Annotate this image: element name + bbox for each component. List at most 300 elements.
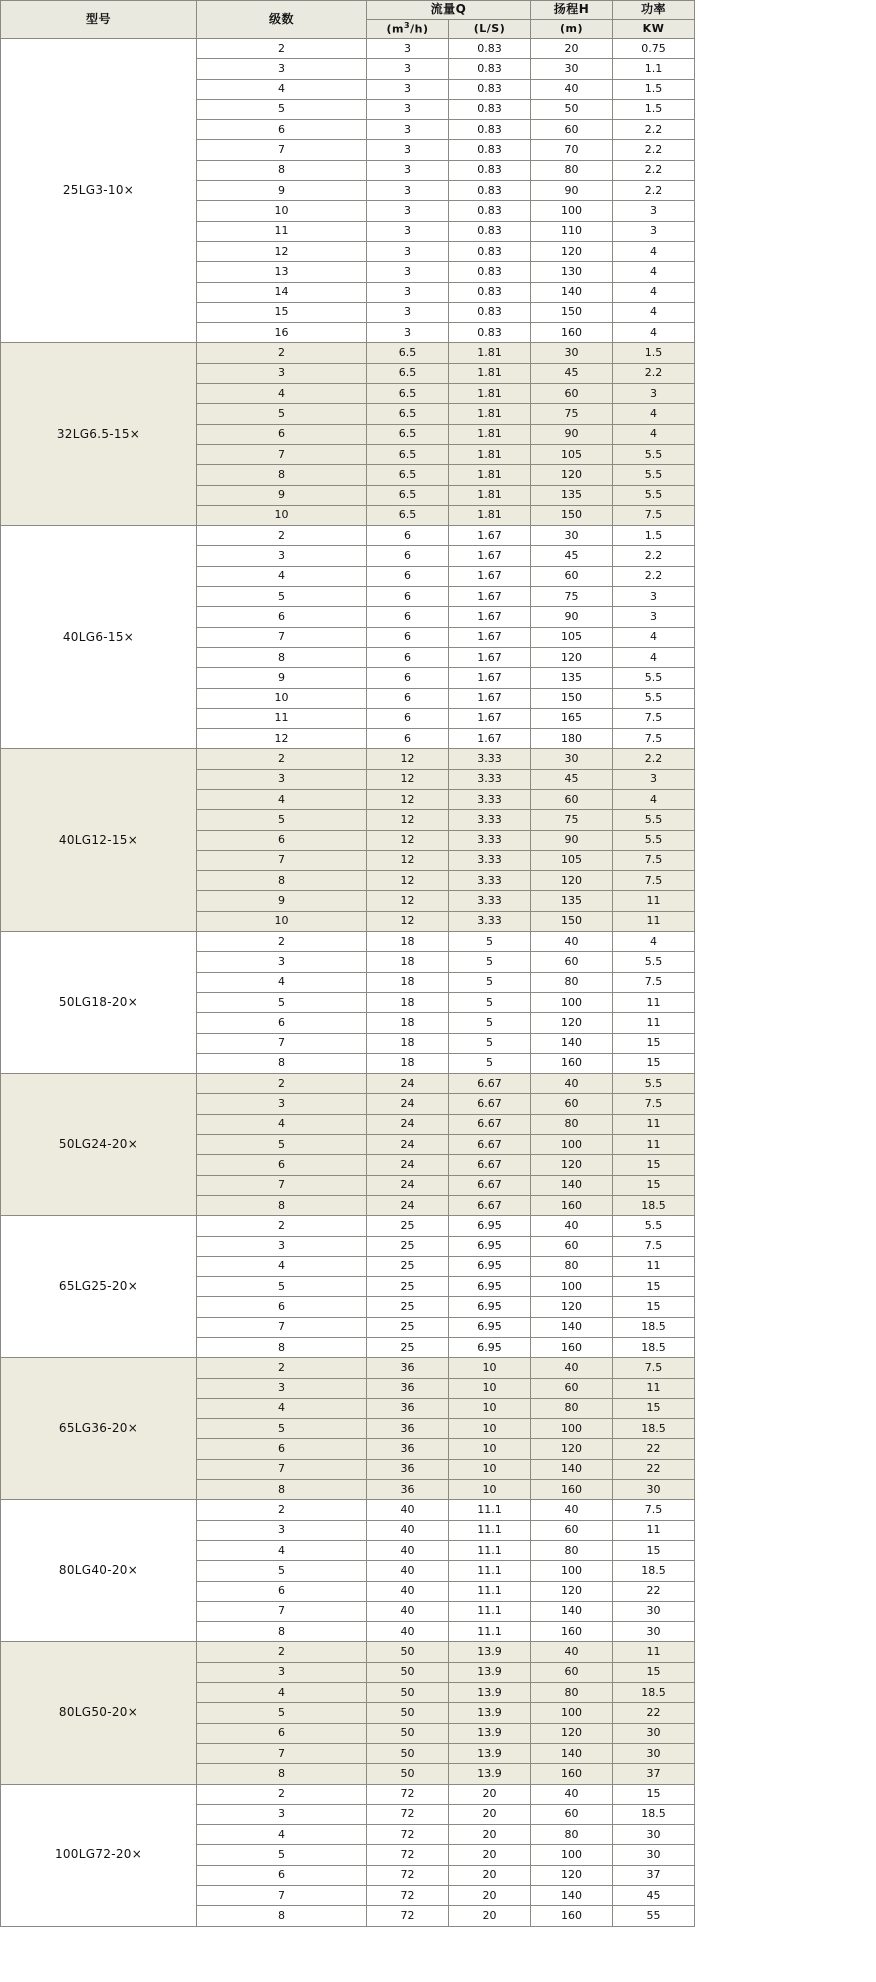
cell-flow-m3h: 72 <box>367 1886 449 1906</box>
cell-flow-ls: 11.1 <box>449 1520 531 1540</box>
cell-stages: 5 <box>197 1561 367 1581</box>
cell-power: 4 <box>613 262 695 282</box>
cell-head: 40 <box>531 1074 613 1094</box>
cell-power: 30 <box>613 1825 695 1845</box>
cell-flow-ls: 6.95 <box>449 1256 531 1276</box>
cell-flow-ls: 5 <box>449 992 531 1012</box>
cell-flow-ls: 11.1 <box>449 1500 531 1520</box>
cell-head: 140 <box>531 1601 613 1621</box>
cell-stages: 6 <box>197 830 367 850</box>
cell-power: 4 <box>613 424 695 444</box>
cell-flow-m3h: 3 <box>367 201 449 221</box>
header-head-unit: (m) <box>531 20 613 39</box>
cell-stages: 4 <box>197 566 367 586</box>
cell-flow-ls: 5 <box>449 932 531 952</box>
cell-flow-ls: 6.95 <box>449 1236 531 1256</box>
cell-power: 11 <box>613 1520 695 1540</box>
header-stages: 级数 <box>197 1 367 39</box>
cell-flow-m3h: 18 <box>367 992 449 1012</box>
cell-stages: 7 <box>197 1743 367 1763</box>
cell-flow-m3h: 50 <box>367 1764 449 1784</box>
cell-flow-ls: 13.9 <box>449 1642 531 1662</box>
cell-power: 11 <box>613 1256 695 1276</box>
cell-head: 60 <box>531 1094 613 1114</box>
cell-flow-m3h: 36 <box>367 1419 449 1439</box>
cell-stages: 4 <box>197 1256 367 1276</box>
cell-stages: 7 <box>197 627 367 647</box>
cell-power: 18.5 <box>613 1419 695 1439</box>
cell-flow-m3h: 24 <box>367 1155 449 1175</box>
cell-power: 7.5 <box>613 1236 695 1256</box>
cell-stages: 13 <box>197 262 367 282</box>
cell-stages: 6 <box>197 1013 367 1033</box>
cell-head: 80 <box>531 1256 613 1276</box>
cell-head: 140 <box>531 1033 613 1053</box>
cell-flow-ls: 10 <box>449 1378 531 1398</box>
cell-head: 150 <box>531 505 613 525</box>
cell-flow-m3h: 50 <box>367 1642 449 1662</box>
cell-power: 45 <box>613 1886 695 1906</box>
cell-flow-ls: 0.83 <box>449 302 531 322</box>
cell-power: 1.5 <box>613 343 695 363</box>
cell-head: 120 <box>531 1723 613 1743</box>
cell-flow-m3h: 25 <box>367 1216 449 1236</box>
cell-flow-ls: 20 <box>449 1886 531 1906</box>
cell-flow-ls: 13.9 <box>449 1743 531 1763</box>
cell-head: 80 <box>531 1114 613 1134</box>
cell-head: 120 <box>531 1297 613 1317</box>
cell-flow-m3h: 6 <box>367 627 449 647</box>
cell-flow-m3h: 72 <box>367 1804 449 1824</box>
cell-flow-m3h: 25 <box>367 1277 449 1297</box>
cell-head: 160 <box>531 1906 613 1926</box>
cell-flow-ls: 10 <box>449 1419 531 1439</box>
cell-stages: 3 <box>197 1662 367 1682</box>
table-row <box>1 39 695 59</box>
cell-head: 80 <box>531 1398 613 1418</box>
cell-flow-m3h: 36 <box>367 1358 449 1378</box>
cell-flow-ls: 6.95 <box>449 1338 531 1358</box>
cell-power: 7.5 <box>613 1500 695 1520</box>
model-cell: 50LG18-20× <box>1 932 197 1074</box>
cell-flow-m3h: 25 <box>367 1317 449 1337</box>
cell-head: 135 <box>531 668 613 688</box>
cell-flow-m3h: 12 <box>367 810 449 830</box>
cell-power: 5.5 <box>613 668 695 688</box>
cell-head: 100 <box>531 1135 613 1155</box>
cell-head: 165 <box>531 708 613 728</box>
cell-power: 1.1 <box>613 59 695 79</box>
cell-power: 3 <box>613 587 695 607</box>
cell-flow-m3h: 36 <box>367 1439 449 1459</box>
cell-flow-ls: 13.9 <box>449 1662 531 1682</box>
cell-head: 100 <box>531 1419 613 1439</box>
cell-stages: 6 <box>197 1723 367 1743</box>
cell-head: 150 <box>531 911 613 931</box>
cell-flow-ls: 1.67 <box>449 668 531 688</box>
cell-stages: 6 <box>197 1297 367 1317</box>
cell-power: 5.5 <box>613 810 695 830</box>
cell-flow-m3h: 3 <box>367 120 449 140</box>
cell-flow-m3h: 6 <box>367 566 449 586</box>
cell-power: 30 <box>613 1743 695 1763</box>
cell-stages: 10 <box>197 688 367 708</box>
cell-head: 80 <box>531 1683 613 1703</box>
cell-head: 100 <box>531 992 613 1012</box>
cell-flow-ls: 1.67 <box>449 688 531 708</box>
cell-power: 4 <box>613 302 695 322</box>
cell-head: 105 <box>531 850 613 870</box>
cell-power: 4 <box>613 323 695 343</box>
cell-power: 4 <box>613 932 695 952</box>
cell-power: 7.5 <box>613 972 695 992</box>
cell-stages: 3 <box>197 1804 367 1824</box>
cell-power: 2.2 <box>613 546 695 566</box>
cell-stages: 3 <box>197 769 367 789</box>
cell-flow-ls: 13.9 <box>449 1723 531 1743</box>
cell-flow-m3h: 3 <box>367 262 449 282</box>
cell-head: 100 <box>531 1561 613 1581</box>
cell-flow-ls: 0.83 <box>449 262 531 282</box>
cell-flow-m3h: 6.5 <box>367 424 449 444</box>
cell-power: 18.5 <box>613 1317 695 1337</box>
model-cell: 100LG72-20× <box>1 1784 197 1926</box>
cell-stages: 2 <box>197 1784 367 1804</box>
cell-flow-ls: 20 <box>449 1845 531 1865</box>
cell-stages: 8 <box>197 1906 367 1926</box>
cell-flow-ls: 3.33 <box>449 789 531 809</box>
cell-flow-ls: 20 <box>449 1865 531 1885</box>
cell-flow-m3h: 12 <box>367 911 449 931</box>
cell-flow-ls: 0.83 <box>449 201 531 221</box>
cell-power: 3 <box>613 607 695 627</box>
table-row <box>1 1500 695 1520</box>
cell-power: 3 <box>613 769 695 789</box>
cell-head: 90 <box>531 181 613 201</box>
cell-stages: 14 <box>197 282 367 302</box>
cell-head: 120 <box>531 465 613 485</box>
cell-stages: 7 <box>197 140 367 160</box>
cell-flow-m3h: 50 <box>367 1743 449 1763</box>
cell-stages: 3 <box>197 546 367 566</box>
flow-unit-base: (m <box>386 22 405 36</box>
cell-power: 4 <box>613 241 695 261</box>
cell-stages: 5 <box>197 992 367 1012</box>
model-cell: 80LG50-20× <box>1 1642 197 1784</box>
cell-head: 30 <box>531 526 613 546</box>
cell-head: 40 <box>531 1216 613 1236</box>
cell-flow-m3h: 24 <box>367 1175 449 1195</box>
cell-power: 7.5 <box>613 1358 695 1378</box>
cell-flow-m3h: 25 <box>367 1236 449 1256</box>
flow-unit-sup: 3 <box>404 21 411 31</box>
cell-head: 80 <box>531 1825 613 1845</box>
cell-flow-m3h: 6 <box>367 708 449 728</box>
cell-stages: 3 <box>197 1520 367 1540</box>
cell-flow-m3h: 6.5 <box>367 505 449 525</box>
cell-head: 105 <box>531 627 613 647</box>
cell-flow-m3h: 6 <box>367 587 449 607</box>
cell-flow-ls: 6.67 <box>449 1195 531 1215</box>
cell-power: 4 <box>613 789 695 809</box>
cell-flow-m3h: 40 <box>367 1622 449 1642</box>
cell-power: 7.5 <box>613 708 695 728</box>
cell-flow-m3h: 3 <box>367 160 449 180</box>
cell-flow-m3h: 24 <box>367 1114 449 1134</box>
cell-power: 2.2 <box>613 566 695 586</box>
cell-flow-ls: 5 <box>449 952 531 972</box>
cell-flow-m3h: 18 <box>367 1033 449 1053</box>
table-header <box>1 1 695 39</box>
cell-stages: 9 <box>197 891 367 911</box>
cell-power: 7.5 <box>613 850 695 870</box>
cell-head: 45 <box>531 363 613 383</box>
cell-power: 1.5 <box>613 99 695 119</box>
cell-flow-ls: 0.83 <box>449 79 531 99</box>
cell-head: 60 <box>531 1662 613 1682</box>
cell-head: 30 <box>531 59 613 79</box>
cell-flow-m3h: 24 <box>367 1195 449 1215</box>
cell-flow-m3h: 36 <box>367 1378 449 1398</box>
cell-flow-m3h: 3 <box>367 79 449 99</box>
cell-power: 4 <box>613 282 695 302</box>
cell-flow-ls: 11.1 <box>449 1581 531 1601</box>
header-flow-unit-ls: (L/S) <box>449 20 531 39</box>
cell-flow-m3h: 40 <box>367 1500 449 1520</box>
table-row <box>1 932 695 952</box>
cell-flow-ls: 6.95 <box>449 1297 531 1317</box>
cell-stages: 8 <box>197 1338 367 1358</box>
header-power-unit: KW <box>613 20 695 39</box>
cell-stages: 8 <box>197 160 367 180</box>
cell-flow-ls: 10 <box>449 1358 531 1378</box>
cell-head: 120 <box>531 1581 613 1601</box>
cell-flow-m3h: 50 <box>367 1703 449 1723</box>
cell-stages: 3 <box>197 1094 367 1114</box>
cell-stages: 4 <box>197 1540 367 1560</box>
cell-stages: 10 <box>197 201 367 221</box>
cell-flow-ls: 0.83 <box>449 59 531 79</box>
cell-flow-m3h: 3 <box>367 181 449 201</box>
cell-flow-ls: 1.67 <box>449 607 531 627</box>
header-power: 功率 <box>613 1 695 20</box>
cell-flow-ls: 1.81 <box>449 485 531 505</box>
cell-power: 5.5 <box>613 830 695 850</box>
cell-power: 2.2 <box>613 181 695 201</box>
cell-flow-ls: 3.33 <box>449 891 531 911</box>
cell-head: 20 <box>531 39 613 59</box>
cell-stages: 5 <box>197 1703 367 1723</box>
header-model: 型号 <box>1 1 197 39</box>
cell-stages: 7 <box>197 1175 367 1195</box>
cell-head: 90 <box>531 607 613 627</box>
cell-flow-ls: 5 <box>449 1053 531 1073</box>
cell-power: 5.5 <box>613 1074 695 1094</box>
cell-power: 15 <box>613 1277 695 1297</box>
cell-power: 30 <box>613 1480 695 1500</box>
cell-stages: 5 <box>197 1419 367 1439</box>
cell-head: 60 <box>531 120 613 140</box>
cell-flow-m3h: 3 <box>367 241 449 261</box>
cell-flow-ls: 6.67 <box>449 1114 531 1134</box>
cell-head: 140 <box>531 1459 613 1479</box>
cell-flow-ls: 11.1 <box>449 1540 531 1560</box>
cell-power: 15 <box>613 1784 695 1804</box>
cell-flow-ls: 0.83 <box>449 120 531 140</box>
cell-power: 2.2 <box>613 749 695 769</box>
cell-flow-m3h: 50 <box>367 1683 449 1703</box>
cell-power: 7.5 <box>613 729 695 749</box>
table-row <box>1 1784 695 1804</box>
cell-head: 60 <box>531 1378 613 1398</box>
cell-power: 5.5 <box>613 952 695 972</box>
cell-flow-ls: 0.83 <box>449 39 531 59</box>
cell-power: 11 <box>613 891 695 911</box>
cell-head: 80 <box>531 160 613 180</box>
cell-stages: 11 <box>197 221 367 241</box>
cell-power: 18.5 <box>613 1683 695 1703</box>
cell-power: 15 <box>613 1398 695 1418</box>
cell-flow-m3h: 36 <box>367 1398 449 1418</box>
cell-flow-ls: 13.9 <box>449 1764 531 1784</box>
cell-flow-m3h: 36 <box>367 1480 449 1500</box>
cell-head: 80 <box>531 1540 613 1560</box>
cell-flow-ls: 1.67 <box>449 546 531 566</box>
model-cell: 50LG24-20× <box>1 1074 197 1216</box>
cell-head: 140 <box>531 1886 613 1906</box>
cell-power: 11 <box>613 1378 695 1398</box>
cell-stages: 7 <box>197 1459 367 1479</box>
cell-flow-m3h: 3 <box>367 282 449 302</box>
cell-head: 40 <box>531 1784 613 1804</box>
cell-flow-m3h: 6.5 <box>367 404 449 424</box>
header-flow: 流量Q <box>367 1 531 20</box>
cell-flow-ls: 3.33 <box>449 830 531 850</box>
cell-flow-ls: 6.95 <box>449 1216 531 1236</box>
table-row <box>1 526 695 546</box>
cell-stages: 3 <box>197 952 367 972</box>
cell-flow-m3h: 40 <box>367 1581 449 1601</box>
cell-flow-m3h: 72 <box>367 1845 449 1865</box>
cell-stages: 6 <box>197 1155 367 1175</box>
cell-power: 30 <box>613 1601 695 1621</box>
cell-flow-ls: 0.83 <box>449 282 531 302</box>
cell-flow-ls: 1.67 <box>449 729 531 749</box>
cell-power: 22 <box>613 1439 695 1459</box>
cell-flow-m3h: 25 <box>367 1256 449 1276</box>
cell-flow-m3h: 6 <box>367 729 449 749</box>
cell-stages: 8 <box>197 1480 367 1500</box>
table-row <box>1 749 695 769</box>
cell-flow-m3h: 72 <box>367 1825 449 1845</box>
cell-head: 160 <box>531 1195 613 1215</box>
cell-head: 120 <box>531 871 613 891</box>
cell-flow-m3h: 6 <box>367 688 449 708</box>
cell-head: 30 <box>531 749 613 769</box>
cell-flow-m3h: 6 <box>367 647 449 667</box>
cell-stages: 4 <box>197 1398 367 1418</box>
cell-power: 18.5 <box>613 1804 695 1824</box>
cell-head: 160 <box>531 1338 613 1358</box>
cell-flow-ls: 5 <box>449 1033 531 1053</box>
cell-flow-m3h: 6 <box>367 546 449 566</box>
cell-flow-ls: 10 <box>449 1480 531 1500</box>
cell-flow-m3h: 6 <box>367 607 449 627</box>
cell-flow-m3h: 3 <box>367 323 449 343</box>
cell-flow-m3h: 12 <box>367 850 449 870</box>
cell-head: 75 <box>531 587 613 607</box>
cell-flow-m3h: 6.5 <box>367 485 449 505</box>
cell-stages: 6 <box>197 120 367 140</box>
cell-head: 60 <box>531 1236 613 1256</box>
cell-stages: 8 <box>197 1622 367 1642</box>
cell-power: 30 <box>613 1622 695 1642</box>
cell-stages: 7 <box>197 444 367 464</box>
cell-stages: 8 <box>197 1195 367 1215</box>
cell-head: 150 <box>531 302 613 322</box>
cell-head: 160 <box>531 323 613 343</box>
cell-head: 120 <box>531 1865 613 1885</box>
cell-flow-m3h: 25 <box>367 1338 449 1358</box>
cell-stages: 5 <box>197 1135 367 1155</box>
cell-flow-m3h: 3 <box>367 99 449 119</box>
cell-flow-ls: 1.81 <box>449 343 531 363</box>
cell-head: 135 <box>531 891 613 911</box>
cell-flow-m3h: 18 <box>367 1013 449 1033</box>
cell-power: 30 <box>613 1723 695 1743</box>
cell-stages: 2 <box>197 749 367 769</box>
cell-head: 120 <box>531 1155 613 1175</box>
cell-flow-m3h: 6.5 <box>367 465 449 485</box>
cell-flow-m3h: 72 <box>367 1906 449 1926</box>
cell-head: 120 <box>531 241 613 261</box>
cell-head: 80 <box>531 972 613 992</box>
cell-flow-m3h: 12 <box>367 830 449 850</box>
cell-head: 50 <box>531 99 613 119</box>
cell-flow-m3h: 24 <box>367 1094 449 1114</box>
cell-flow-ls: 20 <box>449 1825 531 1845</box>
cell-stages: 10 <box>197 505 367 525</box>
cell-stages: 4 <box>197 1683 367 1703</box>
cell-flow-m3h: 6.5 <box>367 444 449 464</box>
cell-flow-ls: 1.81 <box>449 404 531 424</box>
model-cell: 32LG6.5-15× <box>1 343 197 526</box>
cell-flow-m3h: 40 <box>367 1561 449 1581</box>
cell-flow-ls: 1.81 <box>449 505 531 525</box>
cell-flow-ls: 3.33 <box>449 810 531 830</box>
cell-head: 110 <box>531 221 613 241</box>
table-row <box>1 343 695 363</box>
cell-stages: 3 <box>197 1378 367 1398</box>
cell-flow-m3h: 18 <box>367 972 449 992</box>
cell-stages: 2 <box>197 1642 367 1662</box>
cell-power: 15 <box>613 1540 695 1560</box>
cell-head: 100 <box>531 201 613 221</box>
cell-flow-m3h: 25 <box>367 1297 449 1317</box>
cell-power: 15 <box>613 1033 695 1053</box>
cell-stages: 2 <box>197 343 367 363</box>
cell-flow-m3h: 3 <box>367 140 449 160</box>
cell-stages: 7 <box>197 1033 367 1053</box>
cell-flow-m3h: 18 <box>367 952 449 972</box>
cell-flow-ls: 1.67 <box>449 526 531 546</box>
cell-head: 40 <box>531 79 613 99</box>
cell-head: 160 <box>531 1622 613 1642</box>
cell-flow-m3h: 12 <box>367 871 449 891</box>
cell-stages: 5 <box>197 587 367 607</box>
cell-stages: 6 <box>197 607 367 627</box>
cell-stages: 5 <box>197 99 367 119</box>
